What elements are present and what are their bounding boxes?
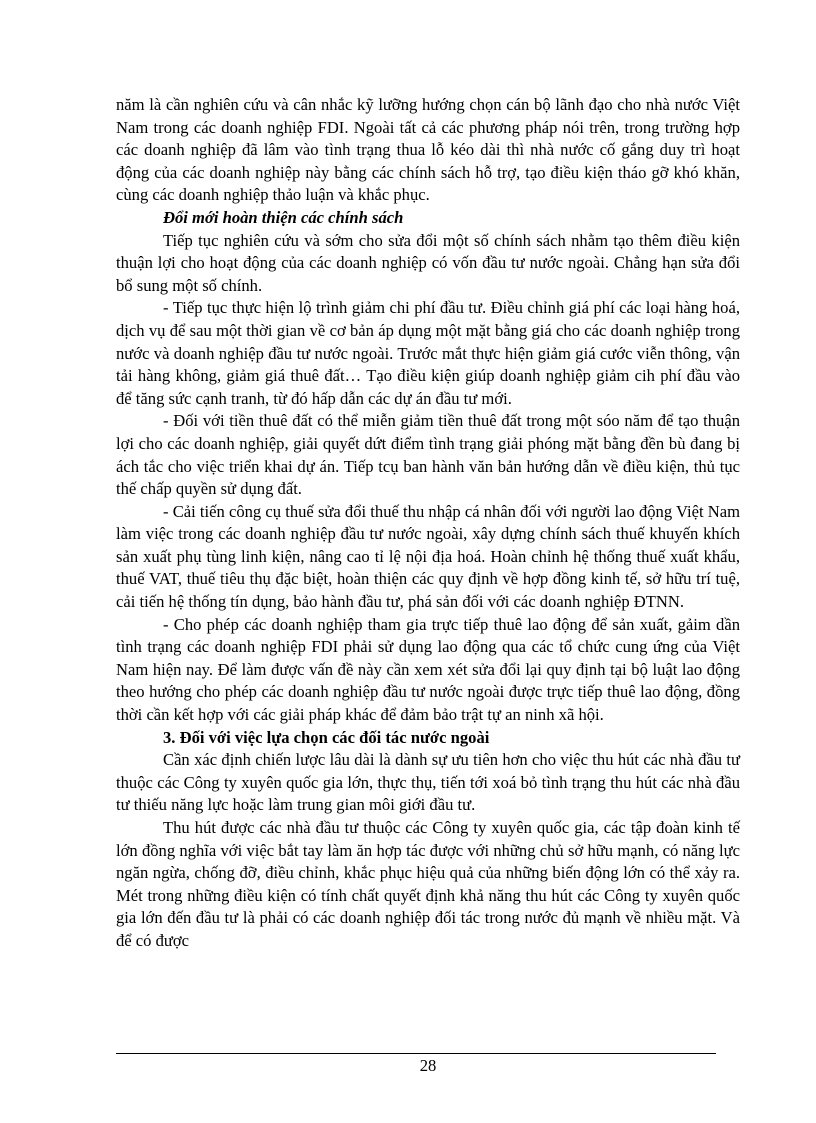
page-body (116, 94, 740, 953)
bullet-land-rent: - Đối với tiền thuê đất có thể miễn giảm tiền thuê đất trong một sóo năm để tạo thuận lợi cho các doanh nghiệp, giải quyết dứt điểm tình trạng giải phóng mặt bằng đền bù đang bị ách tắc cho việc triển khai dự án. Tiếp tcụ ban hành văn bản hướng dẫn về điều kiện, thủ tục thế chấp quyền sử dụng đất. (116, 411, 740, 499)
bullet-reduce-investment-costs: - Tiếp tục thực hiện lộ trình giảm chi phí đầu tư. Điều chỉnh giá phí các loại hàng hoá, dịch vụ để sau một thời gian về cơ bản áp dụng một mặt bằng giá cho các doanh nghiệp trong nước và doanh nghiệp đầu tư nước ngoài. Trước mắt thực hiện giảm giá cước viễn thông, vận tải hàng không, giảm giá thuê đất… Tạo điều kiện giúp doanh nghiệp giảm cih phí đầu vào để tăng sức cạnh tranh, từ đó hấp dẫn các dự án đầu tư mới. (116, 298, 740, 408)
paragraph-policy-intro: Tiếp tục nghiên cứu và sớm cho sửa đổi một số chính sách nhằm tạo thêm điều kiện thuận lợi cho hoạt động của các doanh nghiệp có vốn đầu tư nước ngoài. Chẳng hạn sửa đổi bổ sung một số chính. (116, 230, 740, 295)
paragraph-continuation: năm là cần nghiên cứu và cân nhắc kỹ lưỡng hướng chọn cán bộ lãnh đạo cho nhà nước Việt Nam trong các doanh nghiệp FDI. Ngoài tất cả các phương pháp nói trên, trong trường hợp các doanh nghiệp đã lâm vào tình trạng thua lỗ kéo dài thì nhà nước cố gắng duy trì hoạt động của các doanh nghiệp này bằng các chính sách hỗ trợ, tạo điều kiện tháo gỡ khó khăn, cùng các doanh nghiệp thảo luận và khắc phục. (116, 95, 740, 205)
section-heading-foreign-partners: 3. Đối với việc lựa chọn các đối tác nước ngoài (163, 727, 490, 747)
section-heading-policy-reform: Đổi mới hoàn thiện các chính sách (163, 207, 404, 227)
bullet-labor-hiring: - Cho phép các doanh nghiệp tham gia trực tiếp thuê lao động để sản xuất, gảim dần tình trạng các doanh nghiệp FDI phải sử dụng lao động qua các tổ chức cung ứng của Việt Nam hiện nay. Để làm được vấn đề này cần xem xét sửa đổi lại quy định tại bộ luật lao động theo hướng cho phép các doanh nghiệp đầu tư nước ngoài được trực tiếp thuê lao động, đồng thời cần kết hợp với các giải pháp khác để đảm bảo trật tự an ninh xã hội. (116, 614, 740, 725)
page-number: 28 (419, 1056, 437, 1075)
paragraph-long-term-strategy: Cần xác định chiến lược lâu dài là dành sự ưu tiên hơn cho việc thu hút các nhà đầu tư thuộc các Công ty xuyên quốc gia lớn, thực thụ, tiến tới xoá bỏ tình trạng thu hút các nhà đầu tư thiếu năng lực hoặc làm trung gian môi giới đầu tư. (116, 750, 740, 815)
bullet-tax-reform: - Cải tiến công cụ thuế sửa đổi thuế thu nhập cá nhân đối với người lao động Việt Nam làm việc trong các doanh nghiệp đầu tư nước ngoài, xây dựng chính sách thuế khuyến khích sản xuất phụ tùng linh kiện, nâng cao tỉ lệ nội địa hoá. Hoàn chỉnh hệ thống thuế xuất khẩu, thuế VAT, thuế tiêu thụ đặc biệt, hoàn thiện các quy định về hợp đồng kinh tế, sở hữu trí tuệ, cải tiến hệ thống tín dụng, bảo hành đầu tư, phá sản đối với các doanh nghiệp ĐTNN. (116, 501, 740, 612)
paragraph-attract-tncs: Thu hút được các nhà đầu tư thuộc các Công ty xuyên quốc gia, các tập đoàn kinh tế lớn đồng nghĩa với việc bắt tay làm ăn hợp tác được với những chủ sở hữu mạnh, có năng lực ngăn ngừa, chống đỡ, điều chỉnh, khắc phục hiệu quả của những biến động lớn có thể xảy ra. Mét trong những điều kiện có tính chất quyết định khả năng thu hút các Công ty xuyên quốc gia lớn đến đầu tư là phải có các doanh nghiệp đối tác trong nước đủ mạnh về nhiều mặt. Và để có được (116, 818, 740, 950)
footer-divider (116, 1053, 716, 1054)
